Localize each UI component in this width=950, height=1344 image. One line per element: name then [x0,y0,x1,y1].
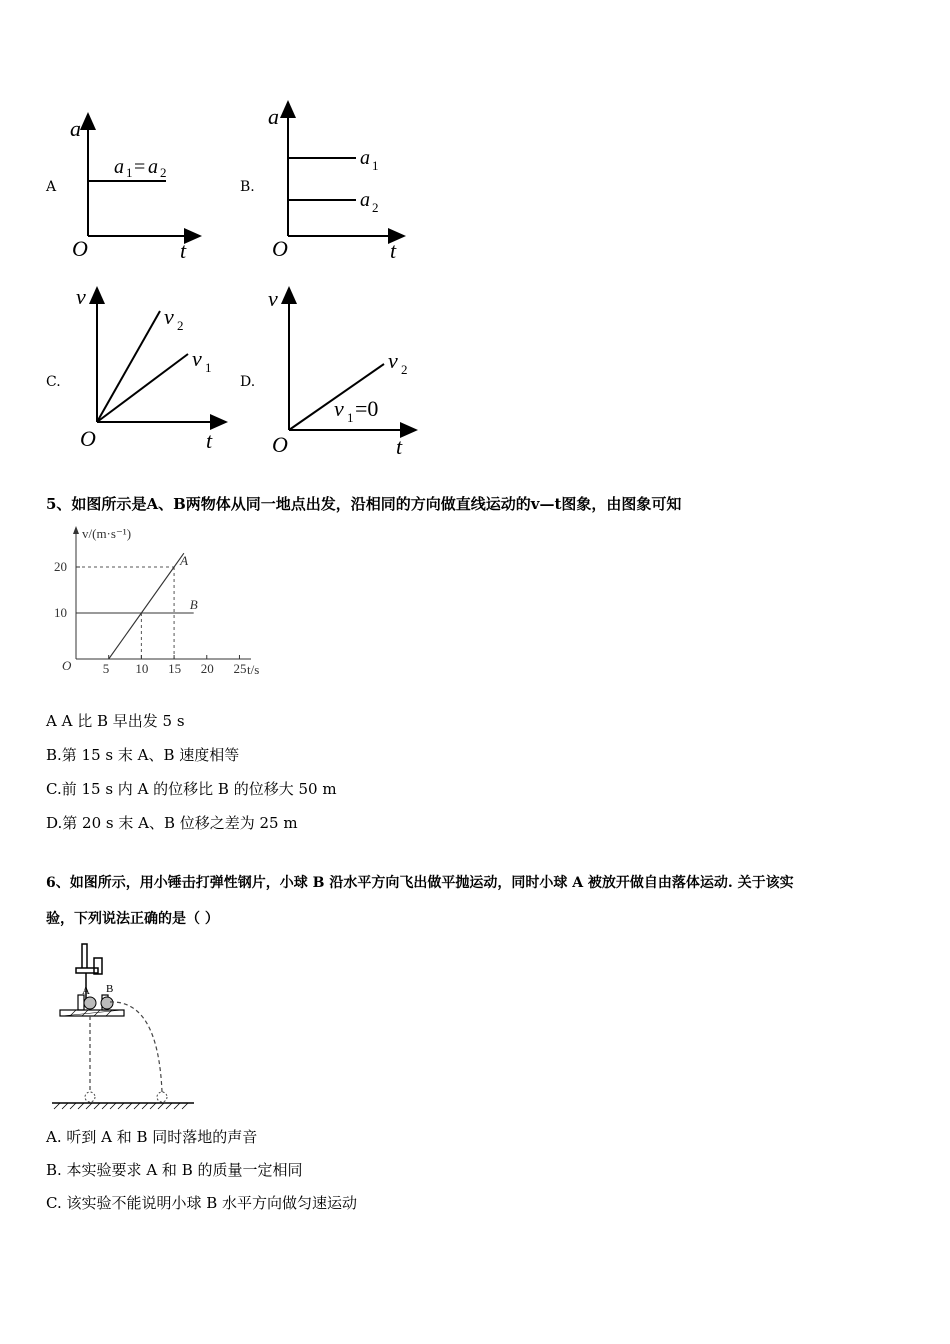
graph-a-line-label-a1: a [114,156,124,178]
vt-x-tick-label: 10 [135,661,149,676]
graph-c-y-axis-label: v [76,284,86,309]
vt-chart-origin-label: O [62,658,72,673]
graph-b-x-axis-label: t [390,238,397,263]
graph-b-line1-label: a [360,147,370,169]
graph-b-line2-label: a [360,189,370,211]
graph-a-sub1: 1 [126,165,133,180]
option-label-b: B. [240,179,255,195]
q6-option-c[interactable]: C. 该实验不能说明小球 B 水平方向做匀速运动 [46,1194,358,1212]
vt-chart-axes [73,526,251,659]
graph-d-origin-label: O [272,432,288,456]
option-label-c: C. [46,374,61,390]
graph-a-y-axis-label: a [70,116,81,141]
q5-option-a[interactable]: A A 比 B 早出发 5 s [46,712,185,730]
q6-option-a[interactable]: A. 听到 A 和 B 同时落地的声音 [46,1128,258,1146]
graph-b [260,98,420,268]
graph-b-line1-sub: 1 [372,158,379,173]
q5-option-d[interactable]: D.第 20 s 末 A、B 位移之差为 25 m [46,814,298,832]
vt-chart-ticks [54,559,246,676]
vt-y-tick-label: 20 [54,559,67,574]
vt-y-tick-label: 10 [54,605,67,620]
graph-a-origin-label: O [72,236,88,261]
vt-series-line-a [109,553,184,659]
graph-a [60,110,210,270]
graph-d-x-axis-label: t [396,434,403,456]
graph-a-sub2: 2 [160,165,167,180]
graph-c-x-axis-label: t [206,428,213,453]
graph-c-origin-label: O [80,426,96,451]
graph-d [262,284,422,456]
graph-d-line1-sub: 2 [401,362,408,377]
vt-x-tick-label: 25 [233,661,247,676]
q5-option-b[interactable]: B.第 15 s 末 A、B 速度相等 [46,746,240,764]
question-5-stem: 5、如图所示是A、B两物体从同一地点出发，沿相同的方向做直线运动的v—t图象，由图象可知 [46,495,682,513]
graph-c [70,284,230,456]
graph-c-line1-sub: 2 [177,318,184,333]
vt-y-arrow [73,526,79,534]
vt-series-label-b: B [189,597,198,612]
graph-b-origin-label: O [272,236,288,261]
graph-d-y-axis-label: v [268,286,278,311]
q6-option-b[interactable]: B. 本实验要求 A 和 B 的质量一定相同 [46,1161,303,1179]
graph-c-line2-label: v [192,346,202,371]
ball-a [84,997,96,1009]
graph-c-line2-sub: 1 [205,360,212,375]
vt-chart-y-label: v/(m·s⁻¹) [82,526,132,541]
graph-a-eq: = [134,156,146,178]
option-label-a: A [46,179,57,195]
graph-d-line1-label: v [388,348,398,373]
experiment-figure [48,940,198,1112]
q5-option-c[interactable]: C.前 15 s 内 A 的位移比 B 的位移大 50 m [46,780,337,798]
graph-d-line2-eq: =0 [355,396,379,421]
graph-b-y-axis-label: a [268,104,279,129]
graph-d-line2-label: v [334,396,344,421]
vt-x-tick-label: 20 [200,661,214,676]
option-label-d: D. [240,374,256,390]
ball-b-label: B [106,983,114,995]
vt-x-tick-label: 5 [102,661,110,676]
ball-b [101,997,113,1009]
vt-x-tick-label: 15 [168,661,182,676]
ball-a-label: A [82,985,90,997]
vt-chart-x-label: t/s [247,662,260,677]
vt-chart [46,518,276,682]
graph-a-line-label-a2: a [148,156,158,178]
graph-c-line1-label: v [164,304,174,329]
graph-a-x-axis-label: t [180,238,187,263]
vt-series-label-a: A [180,553,189,568]
question-6-stem-line1: 6、如图所示，用小锤击打弹性钢片，小球 B 沿水平方向飞出做平抛运动，同时小球 A 被放开做自由落体运动. 关于该实 [46,875,794,891]
graph-d-line2-sub: 1 [347,410,354,425]
vt-chart-series [76,553,198,659]
question-6-stem-line2: 验，下列说法正确的是（ ） [46,911,219,927]
graph-b-line2-sub: 2 [372,200,379,215]
